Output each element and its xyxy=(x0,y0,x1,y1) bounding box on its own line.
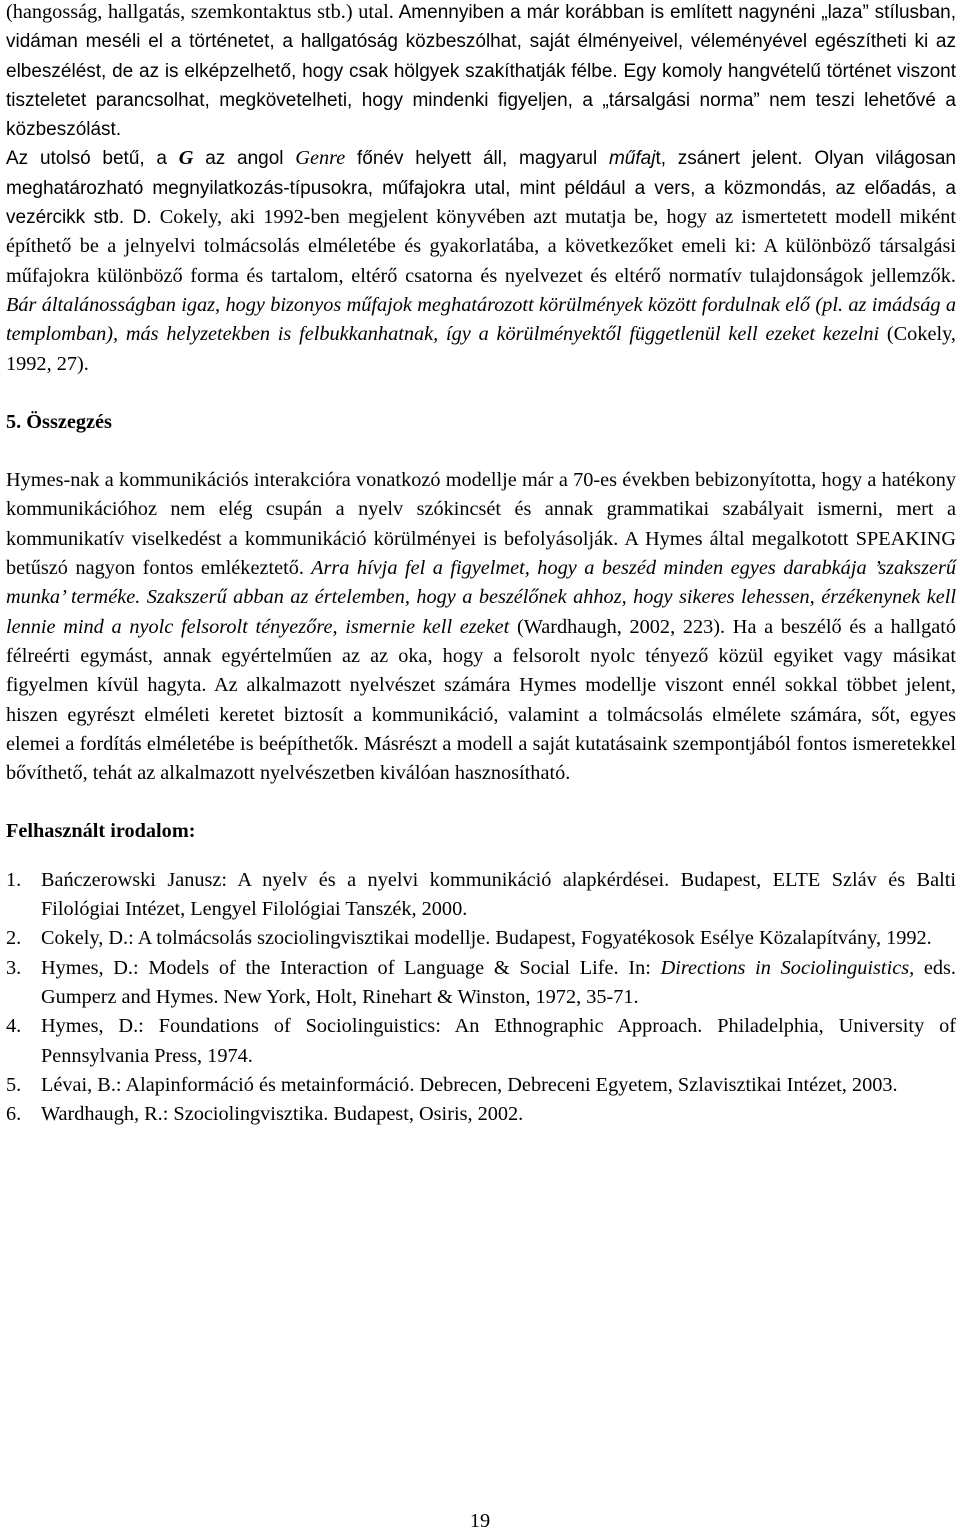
reference-text-b: eds. Gumperz and Hymes. New York, Holt, Rinehart & Winston, 1972, 35-71. xyxy=(41,956,956,1008)
reference-text: Bańczerowski Janusz: A nyelv és a nyelvi kommunikáció alapkérdései. Budapest, ELTE Szláv és Balti Filológiai Intézet, Lengyel Filológiai Tanszék, 2000. xyxy=(41,868,956,921)
intro-text-2: Amennyiben a már korábban is említett nagynéni „laza” stílusban, vidáman meséli el a történetet, a hallgatóság közbeszólhat, saját élményeivel, véleményével egészítheti ki az elbeszélést, de az is elképzelhető, hogy csak hölgyek szakíthatják félbe. xyxy=(6,2,957,82)
reference-text: Wardhaugh, R.: Szociolingvisztika. Budapest, Osiris, 2002. xyxy=(41,1103,524,1126)
reference-text: Lévai, B.: Alapinformáció és metainformáció. Debrecen, Debreceni Egyetem, Szlavisztikai Intézet, 2003. xyxy=(41,1073,898,1096)
reference-text-a: Hymes, D.: Models of the Interaction of Language & Social Life. In: xyxy=(41,956,661,979)
intro-text-1: (hangosság, hallgatás, szemkontaktus stb.) utal. xyxy=(6,1,394,23)
summary-italic: Arra hívja fel a figyelmet, hogy a beszéd minden egyes darabkája ’szakszerű munka’ terméke. Szakszerű abban az értelemben, hogy a beszélőnek ahhoz, hogy sikeres lehessen, érzékenynek kell lennie mind a nyolc felsorolt tényezőre, ismernie kell ezeket xyxy=(6,557,956,638)
references-list xyxy=(6,866,956,1130)
reference-number: 3. xyxy=(6,956,22,979)
reference-number: 5. xyxy=(6,1073,22,1096)
summary-text-b: (Wardhaugh, 2002, 223). Ha a beszélő és a hallgató félreérti egymást, annak egyértelműen az az oka, hogy a felsorolt nyolc tényező közül egyiket vagy másikat figyelmen kívül hagyta. Az alkalmazott nyelvészet számára Hymes modellje viszont ennél sokkal többet jelent, hiszen egyrészt elméleti keretet biztosít a kommunikáció, valamint a tolmácsolás elmélete számára, sőt, egyes elemei a fordítás elméletébe is beépíthetők. Másrészt a modell a saját kutatásaink szempontjából fontos ismeretekkel bővíthető, tehát az alkalmazott nyelvészetben kiválóan hasznosítható. xyxy=(6,615,956,785)
reference-number: 1. xyxy=(6,868,22,891)
summary-text-a: Hymes-nak a kommunikációs interakcióra vonatkozó modellje már a 70-es években bebizonyította, hogy a hatékony kommunikációhoz nem elég csupán a nyelv szókincsét és annak grammatikai szabályait ismerni, mert a kommunikatív viselkedést a kommunikáció körülményei is befolyásolják. A Hymes által megalkotott SPEAKING betűszó nagyon fontos emlékeztető. xyxy=(6,469,956,580)
reference-item xyxy=(6,866,956,925)
mufaj-word: műfaj xyxy=(608,148,656,170)
document-page xyxy=(6,0,956,1129)
intro-text-3: Egy komoly hangvételű történet viszont tiszteletet parancsolhat, megkövetelheti, hogy mindenki figyeljen, a „társalgási norma” nem teszi lehetővé a közbeszólást. xyxy=(6,60,956,141)
reference-item xyxy=(6,1100,956,1129)
reference-number: 2. xyxy=(6,927,22,950)
reference-text: Cokely, D.: A tolmácsolás szociolingvisztikai modellje. Budapest, Fogyatékosok Esélye Közalapítvány, 1992. xyxy=(41,927,932,950)
reference-text xyxy=(41,954,956,1013)
reference-number: 6. xyxy=(6,1103,22,1126)
reference-item xyxy=(6,924,956,953)
section-heading: 5. Összegzés xyxy=(6,410,112,433)
reference-item xyxy=(6,1071,956,1100)
genre-italic-quote: Bár általánosságban igaz, hogy bizonyos műfajok meghatározott körülmények között fordulnak elő (pl. az imádság a templomban), más helyzetekben is felbukkanhatnak, így a körülményektől függetlenül kell ezeket kezelni xyxy=(6,293,956,346)
genre-text-e: Olyan világosan meghatározható megnyilatkozás-típusokra, műfajokra utal, mint például a vers, a közmondás, az előadás, a vezércikk stb. D. xyxy=(6,148,956,229)
genre-word: Genre xyxy=(295,147,346,170)
reference-text-italic: Directions in Sociolinguistics, xyxy=(660,956,915,979)
genre-text-c: főnév helyett áll, magyarul xyxy=(345,148,609,170)
genre-text-f: Cokely, aki 1992-ben megjelent könyvében azt mutatja be, hogy az ismertetett modell miként építhető be a jelnyelvi tolmácsolás elméletébe és gyakorlatába, a következőket emeli ki: A különböző társalgási műfajokra különböző forma és tartalom, eltérő csatorna és nyelvezet és eltérő normatív tulajdonságok jellemzők. xyxy=(6,206,956,287)
genre-text-d: t, zsánert jelent. xyxy=(655,148,803,170)
paragraph-summary xyxy=(6,466,956,788)
reference-number: 4. xyxy=(6,1015,22,1038)
reference-text: Hymes, D.: Foundations of Sociolinguistics: An Ethnographic Approach. Philadelphia, University of Pennsylvania Press, 1974. xyxy=(41,1015,956,1067)
paragraph-genre xyxy=(6,144,956,378)
references-heading: Felhasznált irodalom: xyxy=(6,820,196,843)
genre-citation: (Cokely, 1992, 27). xyxy=(6,323,956,375)
genre-text-b: az angol xyxy=(193,148,296,170)
reference-item xyxy=(6,1012,956,1071)
genre-letter-g: G xyxy=(178,147,194,170)
page-number: 19 xyxy=(469,1510,491,1532)
paragraph-intro xyxy=(6,0,956,144)
genre-text-a: Az utolsó betű, a xyxy=(6,148,179,170)
reference-item xyxy=(6,954,956,1013)
